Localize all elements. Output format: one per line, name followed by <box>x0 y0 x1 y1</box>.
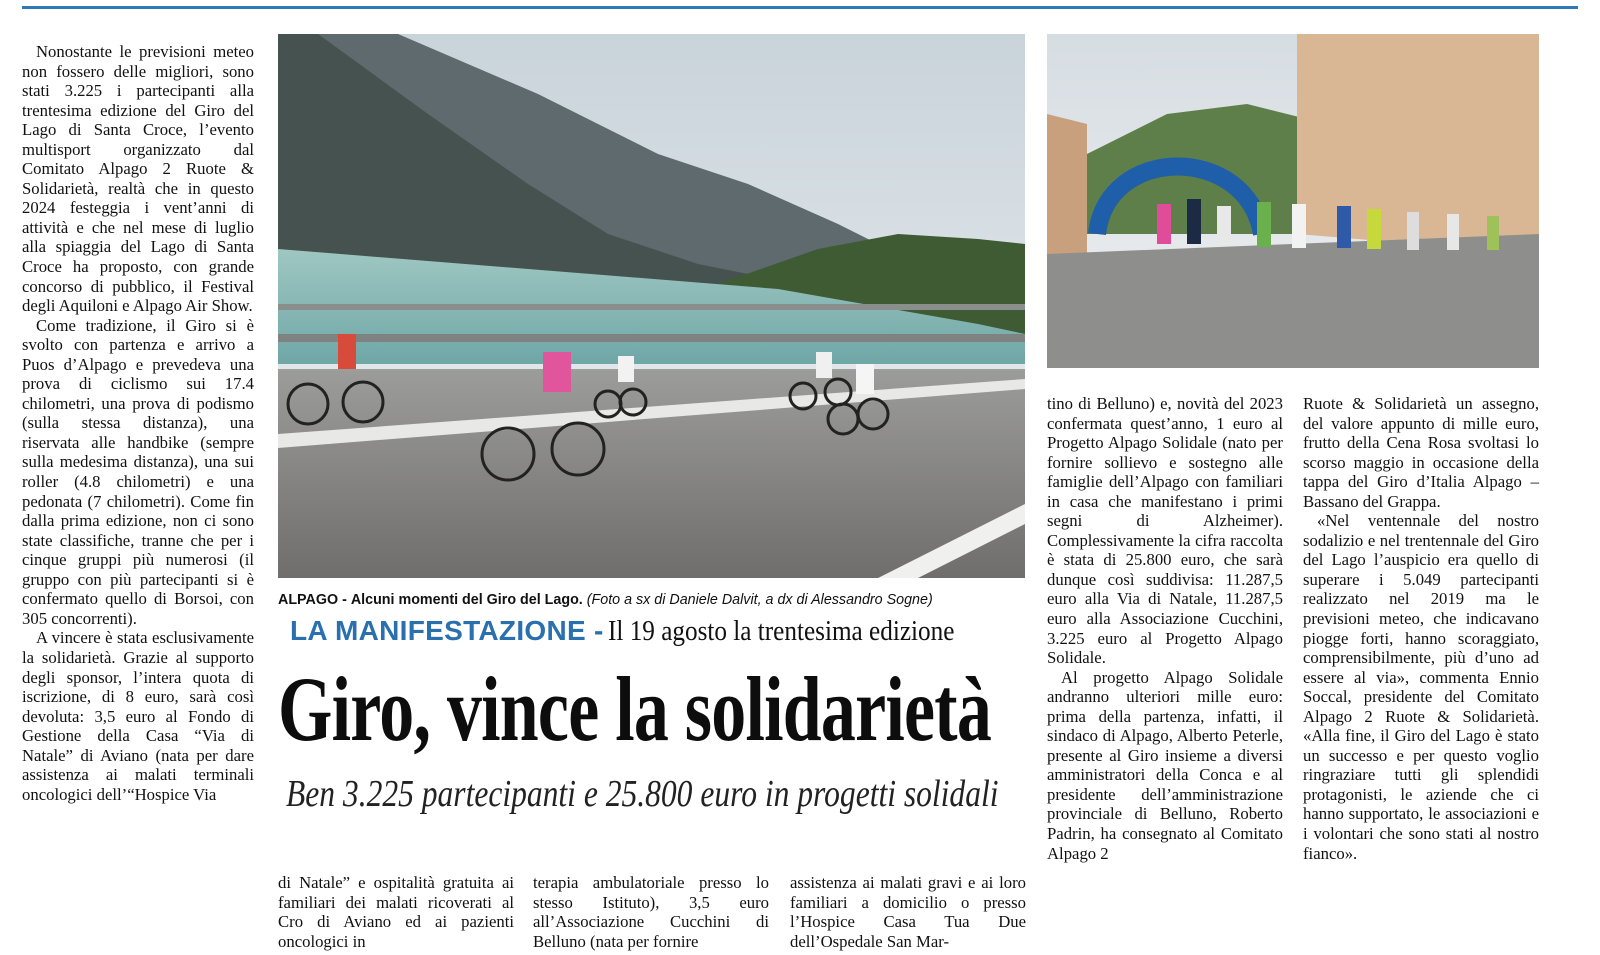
paragraph: tino di Belluno) e, novità del 2023 confermata quest’anno, 1 euro al Progetto Alpago Solidale (nato per fornire sollievo e sostegno alle famiglie dell’Alpago con familiari in casa che manifestano i primi segni di Alzheimer). Complessivamente la cifra raccolta è stata di 25.800 euro, che sarà dunque così suddivisa: 11.287,5 euro alla Via di Natale, 11.287,5 euro alla Associazione Cucchini, 3.225 euro al Progetto Alpago Solidale. <box>1047 394 1283 668</box>
caption-place: ALPAGO - <box>278 592 347 608</box>
article-column-2 <box>278 873 514 951</box>
article-column-3 <box>533 873 769 951</box>
kicker-text: Il 19 agosto la trentesima edizione <box>607 616 955 647</box>
top-rule <box>22 6 1578 9</box>
paragraph: terapia ambulatoriale presso lo stesso Istituto), 3,5 euro all’Associazione Cucchini di Belluno (nata per fornire <box>533 873 769 951</box>
caption-text: Alcuni momenti del Giro del Lago. <box>350 592 583 608</box>
article-column-5 <box>1047 394 1283 863</box>
paragraph: Nonostante le previsioni meteo non fossero delle migliori, sono stati 3.225 i partecipanti alla trentesima edizione del Giro del Lago di Santa Croce, l’evento multisport organizzato dal Comitato Alpago 2 Ruote & Solidarietà, realtà che in questo 2024 festeggia i vent’anni di attività e che nel mese di luglio alla spiaggia del Lago di Santa Croce ha proposto, con grande concorso di pubblico, il Festival degli Aquiloni e Alpago Air Show. <box>22 42 254 316</box>
paragraph: Al progetto Alpago Solidale andranno ulteriori mille euro: prima della partenza, infatti, il sindaco di Alpago, Alberto Peterle, presente al Giro insieme a diversi amministratori della Conca e al presidente dell’amministrazione provinciale di Belluno, Roberto Padrin, ha consegnato al Comitato Alpago 2 <box>1047 667 1283 863</box>
lake-cyclists-photo <box>278 34 1025 578</box>
caption-credit: (Foto a sx di Daniele Dalvit, a dx di Alessandro Sogne) <box>586 592 933 608</box>
paragraph: «Nel ventennale del nostro sodalizio e nel trentennale del Giro del Lago l’auspicio era quello di superare i 5.049 partecipanti realizzato nel 2019 ma le previsioni meteo, che indicavano piogge forti, hanno scoraggiato, comprensibilmente, più d’uno ad essere al via», commenta Ennio Soccal, presidente del Comitato Alpago 2 Ruote & Solidarietà. «Alla fine, il Giro del Lago è stato un successo e per questo voglio ringraziare tutti gli splendidi protagonisti, le aziende che ci hanno supportato, le associazioni e i volontari che sono stati al nostro fianco». <box>1303 511 1539 863</box>
article-column-1 <box>22 42 254 804</box>
photo-caption <box>278 592 1028 608</box>
article-column-4 <box>790 873 1026 951</box>
article-column-6 <box>1303 394 1539 863</box>
paragraph: assistenza ai malati gravi e ai loro familiari a domicilio o presso l’Hospice Casa Tua Due dell’Ospedale San Mar- <box>790 873 1026 951</box>
kicker <box>290 615 993 648</box>
paragraph: Ruote & Solidarietà un assegno, del valore appunto di mille euro, frutto della Cena Rosa svoltasi lo scorso maggio in occasione della tappa del Giro d’Italia Alpago – Bassano del Grappa. <box>1303 394 1539 511</box>
runners-photo <box>1047 34 1539 368</box>
paragraph: Come tradizione, il Giro si è svolto con partenza e arrivo a Puos d’Alpago e prevedeva una prova di ciclismo sui 17.4 chilometri, una prova di podismo (sulla stessa distanza), una riservata alle handbike (sempre sulla medesima distanza), una sui roller (4.8 chilometri) e una pedonata (7 chilometri). Come fin dalla prima edizione, non ci sono state classifiche, tranne che per i cinque gruppi più numerosi (il gruppo con più partecipanti si è confermato quello di Borsoi, con 305 concorrenti). <box>22 315 254 628</box>
headline: Giro, vince la solidarietà <box>278 658 992 760</box>
paragraph: A vincere è stata esclusivamente la solidarietà. Grazie al supporto degli sponsor, l’intera quota di iscrizione, di 8 euro, sarà così devoluta: 3,5 euro al Fondo di Gestione della Casa “Via di Natale” di Aviano (nata per dare assistenza ai malati terminali oncologici dell’“Hospice Via <box>22 628 254 804</box>
paragraph: di Natale” e ospitalità gratuita ai familiari dei malati ricoverati al Cro di Aviano ed ai pazienti oncologici in <box>278 873 514 951</box>
subheadline: Ben 3.225 partecipanti e 25.800 euro in progetti solidali <box>286 773 999 815</box>
kicker-section: LA MANIFESTAZIONE - <box>290 615 604 646</box>
